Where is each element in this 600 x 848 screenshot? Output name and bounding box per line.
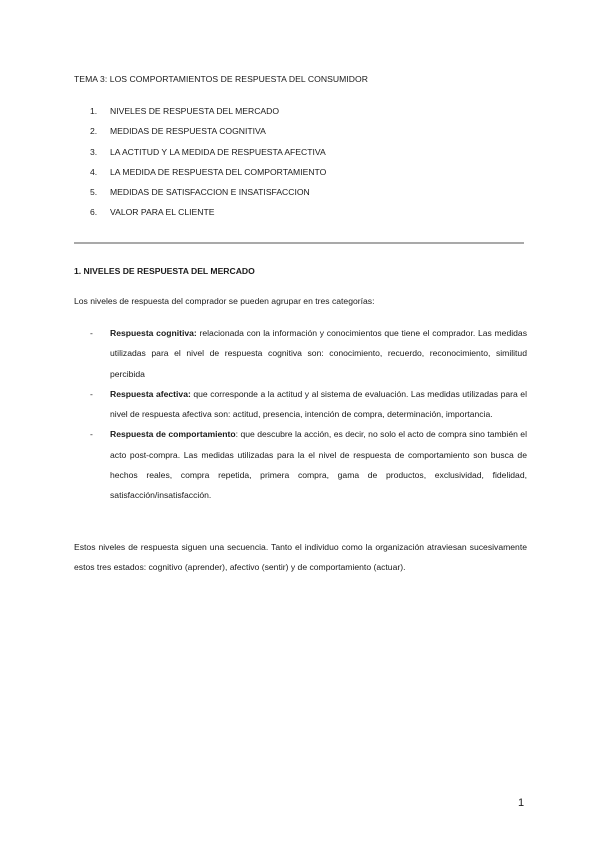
toc-item-label: MEDIDAS DE RESPUESTA COGNITIVA [110, 126, 266, 137]
bullet-dash: - [90, 328, 93, 338]
bullet-text: : que descubre la acción, es decir, no solo el acto de compra sino también el acto post-compra. Las medidas utilizadas para la el nivel de respuesta de comportamiento son busca de hechos reales, compra repetida, primera compra, gama de productos, exclusividad, fidelidad, satisfacción/insatisfacción. [110, 429, 527, 501]
list-item [90, 424, 527, 505]
intro-paragraph: Los niveles de respuesta del comprador se pueden agrupar en tres categorías: [74, 296, 375, 306]
bullet-term: Respuesta afectiva: [110, 388, 191, 399]
toc-item [90, 105, 326, 125]
page-number: 1 [518, 797, 525, 809]
bullet-term: Respuesta cognitiva: [110, 328, 197, 338]
toc-item-label: LA MEDIDA DE RESPUESTA DEL COMPORTAMIENTO [110, 166, 327, 177]
toc-item-number: 1. [90, 106, 98, 116]
toc-item-label: VALOR PARA EL CLIENTE [110, 207, 215, 218]
section-heading: 1. NIVELES DE RESPUESTA DEL MERCADO [74, 266, 255, 276]
list-item [90, 323, 527, 384]
bullet-term: Respuesta de comportamiento [110, 429, 236, 440]
bullet-text: relacionada con la información y conocimientos que tiene el comprador. Las medidas utilizadas para el nivel de respuesta cognitiva son: conocimiento, recuerdo, reconocimiento, similitud percibida [110, 328, 528, 379]
page-title: TEMA 3: LOS COMPORTAMIENTOS DE RESPUESTA DEL CONSUMIDOR [74, 74, 369, 84]
toc-item-number: 5. [90, 187, 98, 198]
list-item [90, 384, 527, 425]
bullet-dash: - [90, 429, 93, 440]
toc-item-number: 4. [90, 166, 98, 177]
toc-item-number: 3. [90, 146, 98, 157]
bullet-dash: - [90, 388, 93, 399]
toc-item [90, 146, 326, 166]
toc-item [90, 166, 326, 186]
toc-item [90, 186, 326, 206]
response-levels-list [90, 323, 527, 506]
toc-item-number: 2. [90, 126, 98, 137]
horizontal-divider [74, 242, 524, 244]
table-of-contents [90, 105, 326, 227]
toc-item [90, 125, 326, 145]
bullet-text: que corresponde a la actitud y al sistema de evaluación. Las medidas utilizadas para el nivel de respuesta afectiva son: actitud, presencia, intención de compra, determinación, importancia. [110, 388, 527, 420]
toc-item-number: 6. [90, 207, 98, 218]
toc-item-label: NIVELES DE RESPUESTA DEL MERCADO [110, 106, 280, 116]
toc-item-label: MEDIDAS DE SATISFACCION E INSATISFACCION [110, 187, 310, 198]
toc-item [90, 206, 326, 226]
toc-item-label: LA ACTITUD Y LA MEDIDA DE RESPUESTA AFECTIVA [110, 146, 326, 157]
closing-paragraph: Estos niveles de respuesta siguen una secuencia. Tanto el individuo como la organización atraviesan sucesivamente estos tres estados: cognitivo (aprender), afectivo (sentir) y de comportamiento (actuar). [74, 542, 527, 573]
